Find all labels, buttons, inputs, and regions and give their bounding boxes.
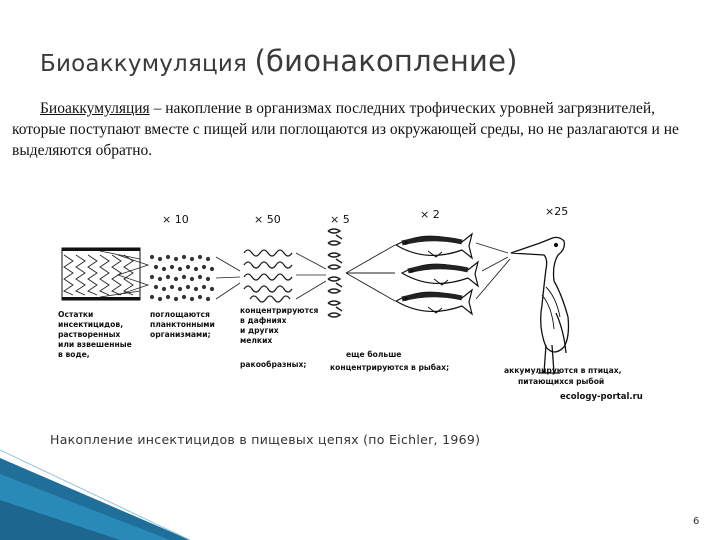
svg-text:планктонными: планктонными [150, 320, 215, 329]
definition-text: – накопление в организмах последних трофических уровней загрязнителей, которые поступают вместе с пищей или поглощаются из окружающей среды, но не разлагаются и не выделяются обратно. [12, 100, 679, 159]
svg-text:концентрируются: концентрируются [240, 306, 319, 315]
svg-text:растворенных: растворенных [58, 330, 121, 339]
svg-text:поглощаются: поглощаются [150, 310, 210, 319]
svg-text:и других: и других [240, 326, 279, 335]
watermark: ecology-portal.ru [560, 392, 643, 402]
bioaccumulation-diagram [40, 195, 670, 415]
label-col3 [240, 306, 318, 369]
water-residue-block [62, 248, 140, 300]
svg-text:питающихся рыбой: питающихся рыбой [518, 377, 605, 386]
label-col5 [504, 366, 622, 386]
title-parenthetical: (бионакопление) [254, 44, 518, 78]
svg-text:в воде,: в воде, [58, 350, 90, 359]
label-col1 [58, 310, 132, 359]
fish-feed-lines [346, 245, 395, 301]
svg-text:аккумулируются в птицах,: аккумулируются в птицах, [504, 366, 622, 375]
multiplier-birds: ×25 [545, 205, 569, 218]
multiplier-crustaceans: × 5 [330, 213, 350, 226]
svg-text:ракообразных;: ракообразных; [240, 360, 307, 369]
title-main: Биоаккумуляция [40, 51, 255, 77]
multiplier-fish: × 2 [420, 208, 440, 221]
page-number: 6 [693, 516, 700, 527]
bird-feed-lines [476, 243, 510, 299]
label-col4 [330, 350, 449, 372]
svg-text:инсектицидов,: инсектицидов, [58, 320, 124, 329]
figure-caption: Накопление инсектицидов в пищевых цепях (по Eichler, 1969) [50, 432, 481, 447]
heron-bird [511, 237, 569, 373]
multiplier-daphnia: × 50 [254, 213, 281, 226]
svg-text:Остатки: Остатки [58, 310, 94, 319]
svg-text:организмами;: организмами; [150, 330, 211, 339]
crustacean-column [328, 229, 342, 317]
corner-decoration [0, 440, 190, 540]
plankton-cluster [150, 255, 214, 301]
svg-text:еще больше: еще больше [346, 350, 402, 359]
daphnia-cluster [244, 250, 292, 302]
svg-text:мелких: мелких [240, 336, 273, 345]
fish-group [396, 234, 478, 314]
daphnia-funnel-lines [296, 253, 326, 299]
plankton-funnel-lines [216, 257, 240, 299]
label-col2 [150, 310, 215, 339]
multiplier-plankton: × 10 [162, 213, 189, 226]
slide-title [40, 44, 518, 78]
svg-text:концентрируются в рыбах;: концентрируются в рыбах; [330, 363, 450, 372]
definition-paragraph [12, 98, 702, 161]
svg-text:в дафниях: в дафниях [240, 316, 287, 325]
svg-text:или взвешенные: или взвешенные [58, 340, 132, 349]
definition-term: Биоаккумуляция [40, 100, 150, 117]
